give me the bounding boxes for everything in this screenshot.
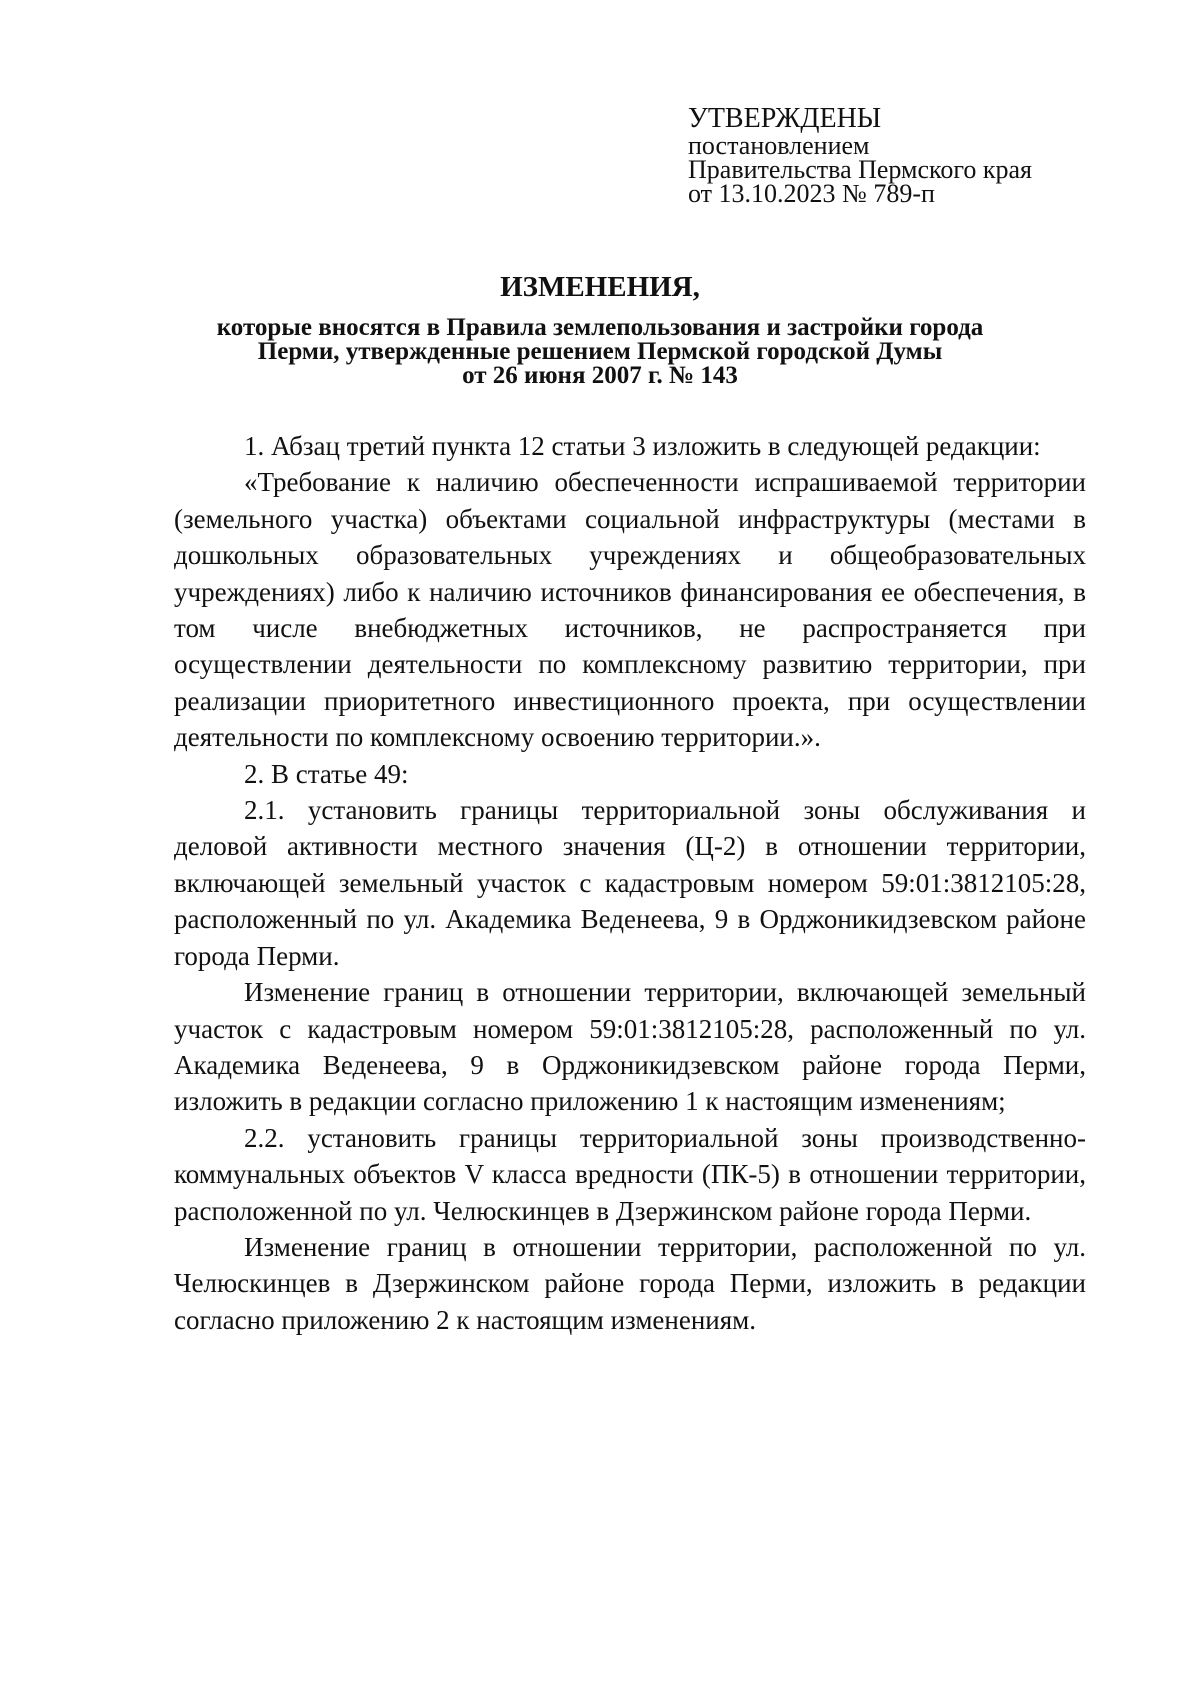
- document-heading: [150, 270, 1050, 388]
- paragraph-change-2: Изменение границ в отношении территории, расположенной по ул. Челюскинцев в Дзержинском районе города Перми, изложить в редакции согласно приложению 2 к настоящим изменениям.: [174, 1231, 1086, 1335]
- paragraph-item-2: 2. В статье 49:: [244, 758, 409, 789]
- paragraph-quote: «Требование к наличию обеспеченности испрашиваемой территории (земельного участка) объектами социальной инфраструктуры (местами в дошкольных образовательных учреждениях и общеобразовательных учреждениях) либо к наличию источников финансирования ее обеспечения, в том числе внебюджетных источников, не распространяется при осуществлении деятельности по комплексному развитию территории, при реализации приоритетного инвестиционного проекта, при осуществлении деятельности по комплексному освоению территории.».: [174, 467, 1086, 753]
- paragraph-item-1: 1. Абзац третий пункта 12 статьи 3 изложить в следующей редакции:: [244, 431, 1041, 461]
- approval-heading: УТВЕРЖДЕНЫ: [688, 103, 882, 134]
- document-body: [174, 428, 1086, 1338]
- paragraph-change-1: Изменение границ в отношении территории, включающей земельный участок с кадастровым номером 59:01:3812105:28, расположенный по ул. Академика Веденеева, 9 в Орджоникидзевском районе города Перми, изложить в редакции согласно приложению 1 к настоящим изменениям;: [174, 977, 1086, 1117]
- approval-line: постановлением: [688, 131, 870, 160]
- paragraph-item-2-2: 2.2. установить границы территориальной зоны производственно-коммунальных объектов V класса вредности (ПК-5) в отношении территории, расположенной по ул. Челюскинцев в Дзержинском районе города Перми.: [174, 1122, 1086, 1226]
- paragraph-item-2-1: 2.1. установить границы территориальной зоны обслуживания и деловой активности местного значения (Ц-2) в отношении территории, включающей земельный участок с кадастровым номером 59:01:3812105:28, расположенный по ул. Академика Веденеева, 9 в Орджоникидзевском районе города Перми.: [174, 795, 1086, 971]
- approval-date-number: от 13.10.2023 № 789-п: [688, 179, 935, 208]
- document-subtitle-line: от 26 июня 2007 г. № 143: [462, 362, 738, 389]
- document-title: ИЗМЕНЕНИЯ,: [500, 271, 700, 303]
- approval-stamp: [688, 104, 1108, 206]
- approval-line: Правительства Пермского края: [688, 155, 1032, 184]
- document-subtitle-line: которые вносятся в Правила землепользования и застройки города: [216, 314, 984, 341]
- document-subtitle-line: Перми, утвержденные решением Пермской городской Думы: [257, 338, 943, 365]
